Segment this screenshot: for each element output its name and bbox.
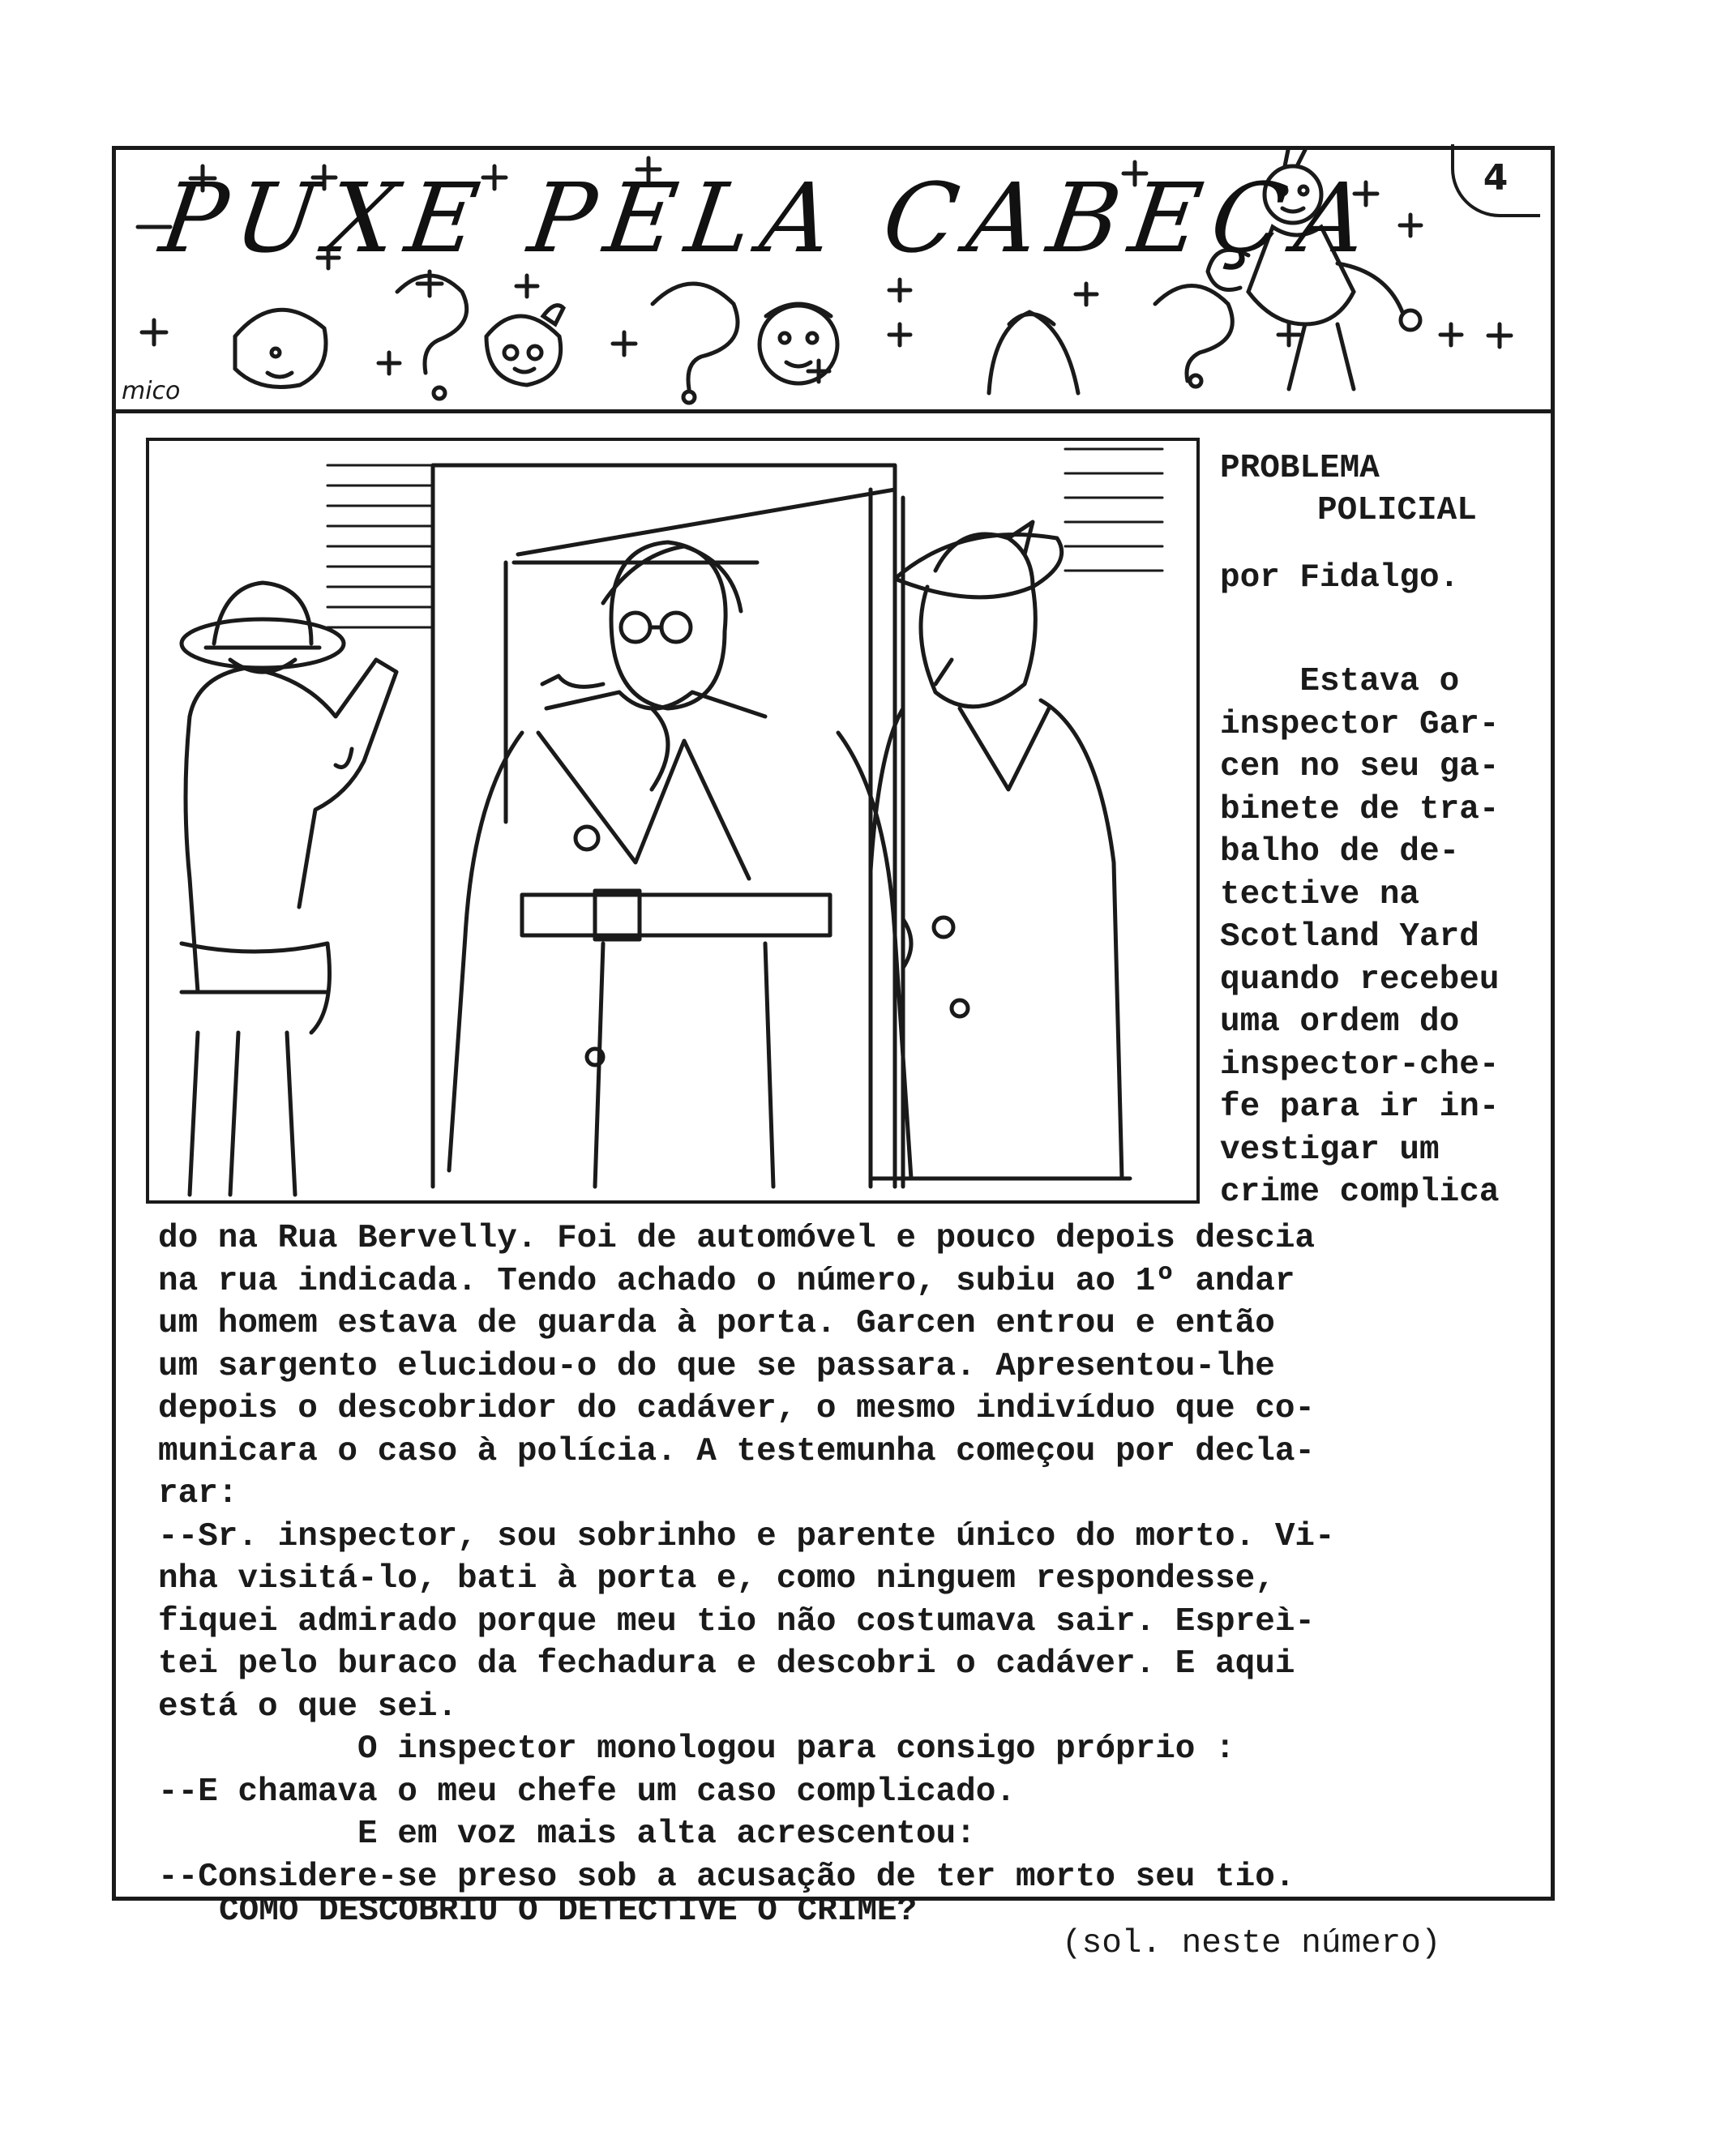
text-line: fe para ir in- — [1220, 1089, 1500, 1126]
text-line: tei pelo buraco da fechadura e descobri o cadáver. E aqui — [158, 1645, 1295, 1683]
cross-star-icon — [142, 320, 166, 344]
text-line: cen no seu ga- — [1220, 748, 1500, 785]
text-line: depois o descobridor do cadáver, o mesmo indivíduo que co- — [158, 1390, 1316, 1427]
question-mark-icon — [1155, 286, 1232, 382]
cross-star-icon — [1278, 324, 1299, 345]
text-line: E em voz mais alta acrescentou: — [158, 1816, 976, 1853]
text-line: inspector Gar- — [1220, 705, 1500, 743]
detective-with-pipe — [449, 542, 911, 1187]
question-mark-icon — [653, 284, 738, 389]
door-frame — [433, 465, 895, 1187]
text-line: Scotland Yard — [1220, 918, 1479, 956]
artist-signature: mico — [122, 377, 181, 405]
brick-wall-left — [327, 465, 433, 627]
problem-heading-line-2: POLICIAL — [1317, 492, 1477, 529]
face-doodle-icon — [235, 310, 326, 387]
illustration — [146, 438, 1200, 1204]
question-mark-dot-icon — [434, 387, 445, 399]
cross-star-icon — [1400, 215, 1421, 236]
text-line: Estava o — [1220, 663, 1460, 700]
text-line: um homem estava de guarda à porta. Garcen entrou e então — [158, 1305, 1275, 1342]
problem-heading-line-1: PROBLEMA — [1220, 450, 1380, 487]
text-line: tective na — [1220, 875, 1420, 913]
question-mark-dot-icon — [1190, 375, 1201, 387]
text-line: O inspector monologou para consigo próprio : — [158, 1730, 1235, 1768]
text-line: rar: — [158, 1475, 238, 1512]
cross-star-icon — [613, 332, 636, 355]
text-line: quando recebeu — [1220, 960, 1500, 999]
text-line: está o que sei. — [158, 1688, 458, 1726]
illustration-drawing — [149, 441, 1196, 1200]
text-line: balho de de- — [1220, 833, 1460, 871]
text-line: uma ordem do — [1220, 1003, 1460, 1041]
cross-star-icon — [889, 280, 910, 301]
door-jamb — [871, 490, 903, 1187]
author-byline: por Fidalgo. — [1220, 559, 1460, 597]
text-line: um sargento elucidou-o do que se passara. Apresentou-lhe — [158, 1347, 1275, 1385]
text-line: binete de tra- — [1220, 790, 1500, 828]
cross-star-icon — [1488, 324, 1511, 347]
cross-star-icon — [516, 276, 537, 297]
text-line: fiquei admirado porque meu tio não costumava sair. Espreì- — [158, 1602, 1316, 1641]
text-line: crime complica — [1220, 1174, 1500, 1211]
solution-note: (sol. neste número) — [1062, 1925, 1441, 1962]
question-mark-dot-icon — [683, 391, 695, 403]
cross-star-icon — [1076, 284, 1097, 305]
man-with-fedora — [871, 522, 1130, 1179]
cross-star-icon — [379, 353, 400, 374]
text-line: --E chamava o meu chefe um caso complicado. — [158, 1773, 1016, 1811]
closing-question: COMO DESCOBRIU O DETECTIVE O CRIME? — [219, 1893, 918, 1930]
text-line: na rua indicada. Tendo achado o número, subiu ao 1º andar — [158, 1262, 1295, 1300]
text-line: do na Rua Bervelly. Foi de automóvel e pouco depois descia — [158, 1220, 1316, 1257]
text-line: vestigar um — [1220, 1131, 1440, 1169]
page-title: PUXE PELA CABEÇA — [154, 162, 1385, 274]
text-line: --Sr. inspector, sou sobrinho e parente único do morto. Vi- — [158, 1517, 1335, 1555]
page-number: 4 — [1483, 157, 1509, 199]
column-text — [1220, 661, 1499, 1214]
text-line: --Considere-se preso sob a acusação de ter morto seu tio. — [158, 1858, 1295, 1896]
question-mark-icon — [397, 276, 467, 373]
face-doodle-icon — [760, 304, 837, 383]
text-line: inspector-che- — [1220, 1046, 1500, 1084]
story-body — [158, 1217, 1335, 1898]
cross-star-icon — [1440, 324, 1462, 345]
text-line: nha visitá-lo, bati à porta e, como ninguem respondesse, — [158, 1560, 1275, 1598]
jester-face-icon — [486, 306, 563, 385]
brick-wall-right — [1065, 449, 1162, 571]
cross-star-icon — [889, 324, 910, 345]
hat-figure-icon — [989, 312, 1078, 393]
man-with-boater-hat — [182, 583, 396, 1195]
text-line: municara o caso à polícia. A testemunha começou por decla- — [158, 1432, 1316, 1470]
